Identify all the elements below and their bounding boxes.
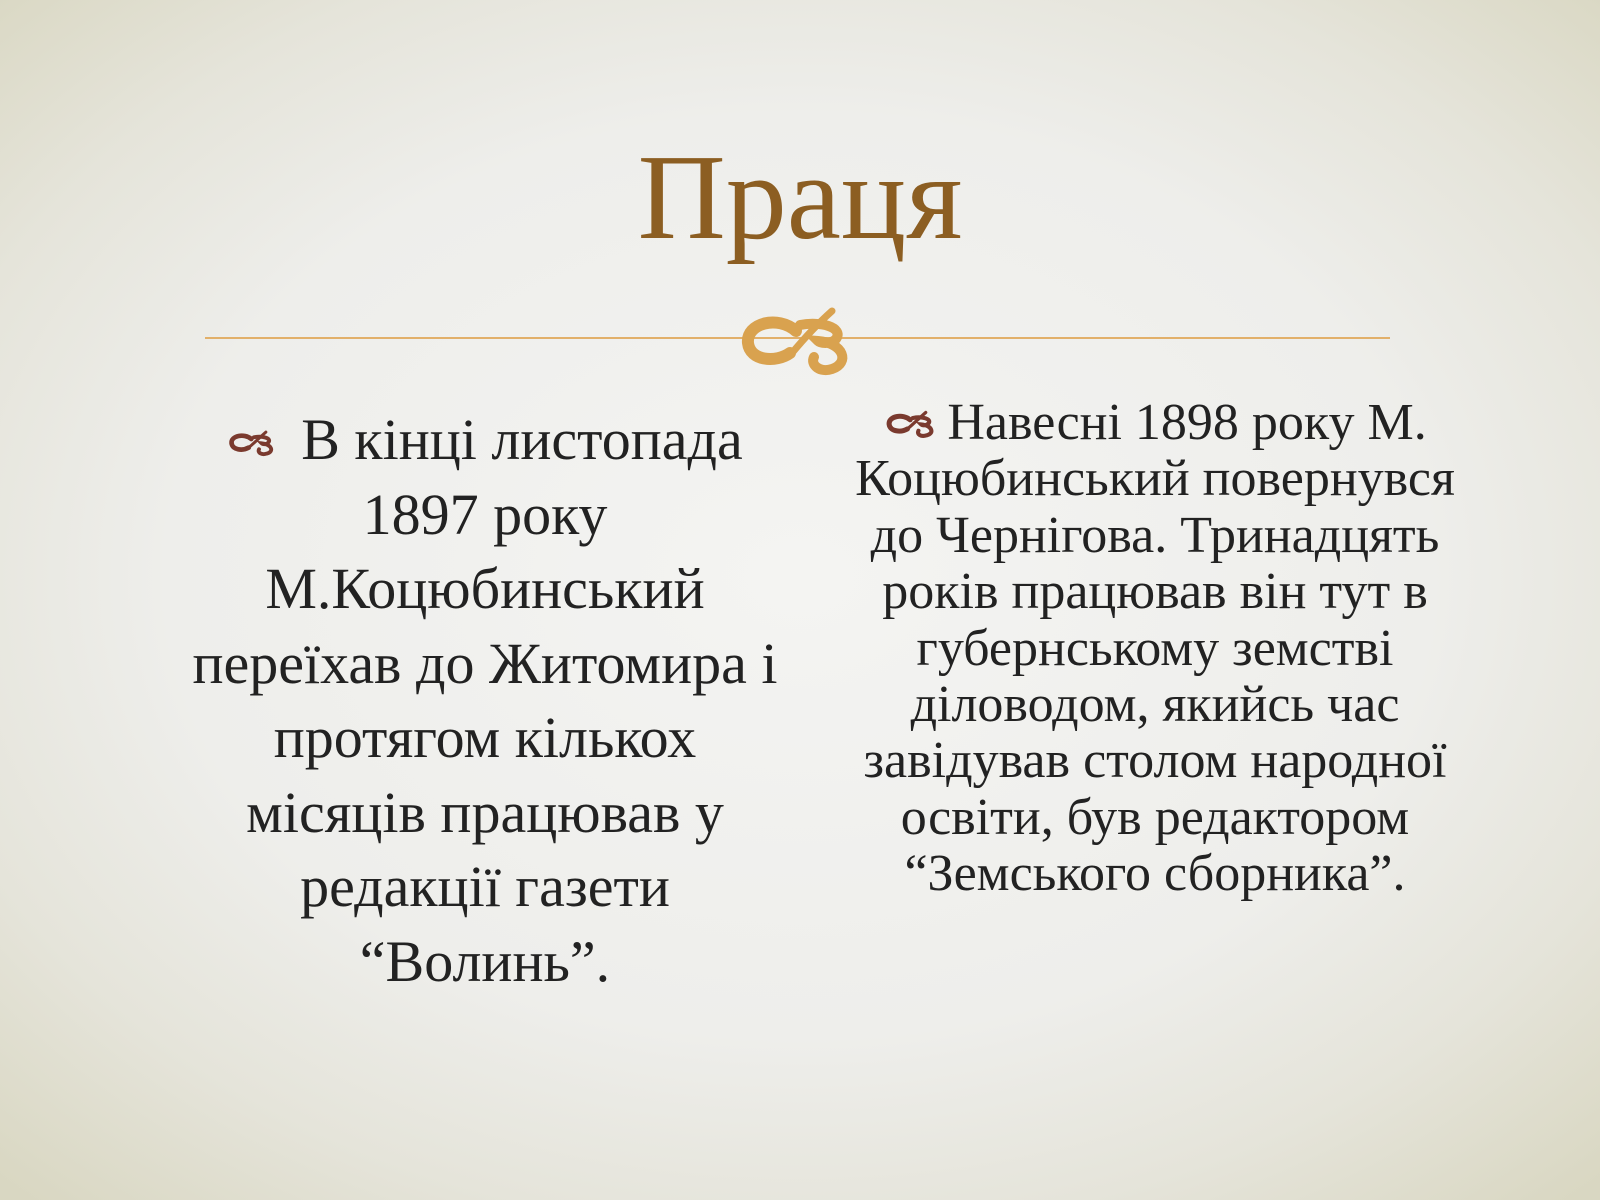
flourish-bullet-icon (227, 427, 279, 457)
right-text: Навесні 1898 року М. Коцюбинський повернувся до Чернігова. Тринадцять років працював він тут в губернському земстві діловодом, якийсь час завідував столом народної освіти, був редактором “Земського сборника”. (855, 394, 1455, 903)
left-text: В кінці листопада 1897 року М.Коцюбинський переїхав до Житомира і протягом кількох місяців працював у редакції газети “Волинь”. (192, 407, 778, 994)
left-text-block (180, 403, 790, 999)
right-text-block (845, 395, 1465, 903)
flourish-bullet-icon (883, 407, 941, 439)
flourish-ornament-icon (740, 297, 860, 377)
slide-title: Праця (637, 130, 963, 265)
